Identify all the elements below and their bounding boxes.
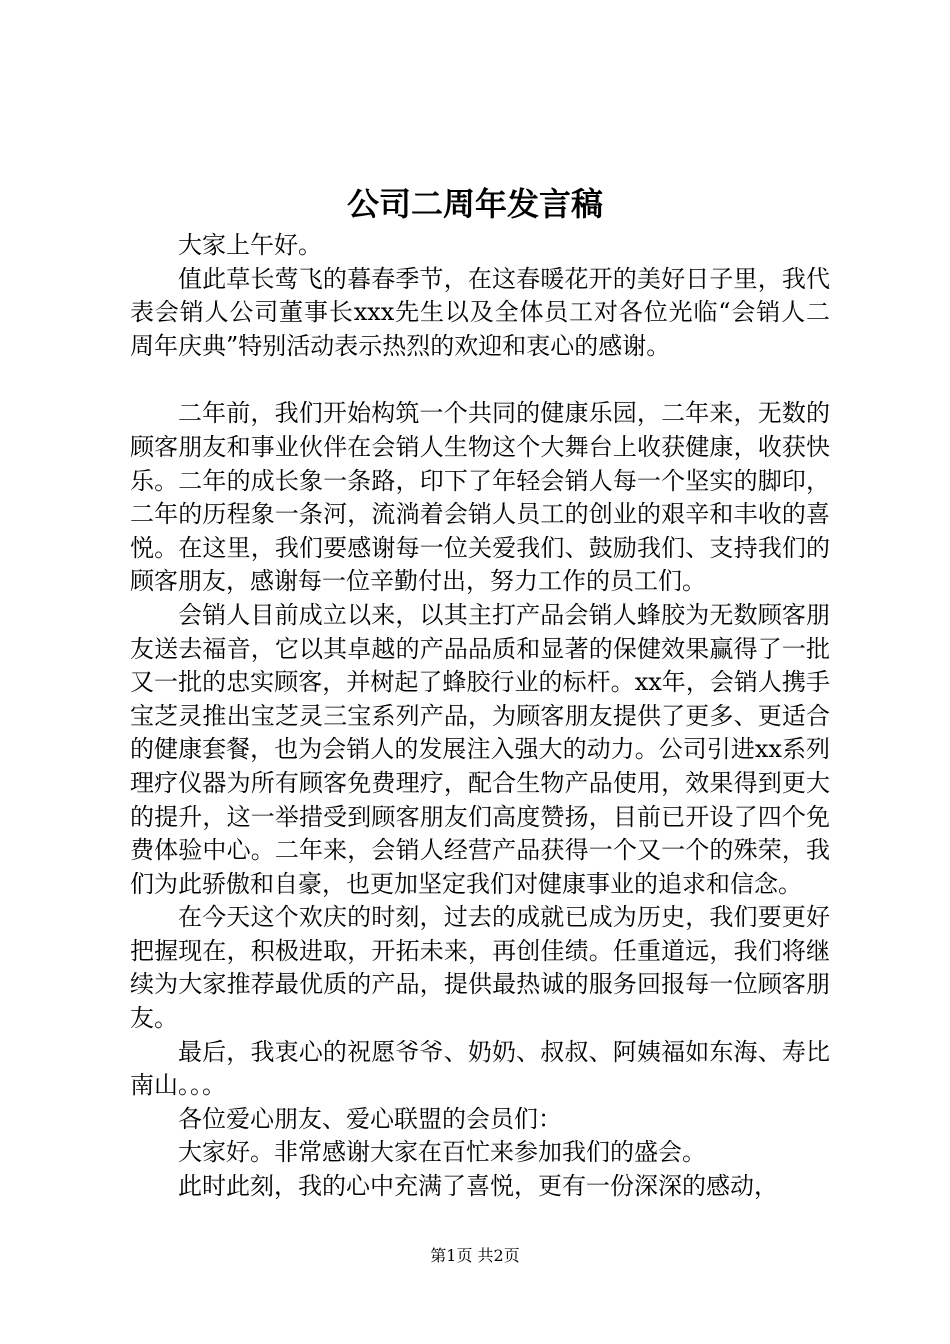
paragraph-address: 各位爱心朋友、爱心联盟的会员们：	[178, 1104, 562, 1133]
paragraph-emotion: 此时此刻，我的心中充满了喜悦，更有一份深深的感动，	[178, 1172, 778, 1201]
paragraph-welcome: 值此草长莺飞的暮春季节，在这春暖花开的美好日子里，我代表会销人公司董事长xxx先生以及全体员工对各位光临“会销人二周年庆典”特别活动表示热烈的欢迎和衷心的感谢。	[130, 264, 830, 360]
paragraph-future: 在今天这个欢庆的时刻，过去的成就已成为历史，我们要更好把握现在，积极进取，开拓未来，再创佳绩。任重道远，我们将继续为大家推荐最优质的产品，提供最热诚的服务回报每一位顾客朋友。	[130, 903, 830, 1033]
document-body	[130, 229, 830, 1204]
document-title: 公司二周年发言稿	[346, 185, 603, 223]
paragraph-thanks: 大家好。非常感谢大家在百忙来参加我们的盛会。	[178, 1138, 706, 1167]
paragraph-history: 二年前，我们开始构筑一个共同的健康乐园，二年来，无数的顾客朋友和事业伙伴在会销人生物这个大舞台上收获健康，收获快乐。二年的成长象一条路，印下了年轻会销人每一个坚实的脚印，二年的历程象一条河，流淌着会销人员工的创业的艰辛和丰收的喜悦。在这里，我们要感谢每一位关爱我们、鼓励我们、支持我们的顾客朋友，感谢每一位辛勤付出，努力工作的员工们。	[130, 399, 830, 596]
page-footer: 第1页 共2页	[430, 1246, 520, 1265]
paragraph-wishes: 最后，我衷心的祝愿爷爷、奶奶、叔叔、阿姨福如东海、寿比南山。。。	[130, 1037, 830, 1100]
paragraph-greeting: 大家上午好。	[178, 231, 322, 259]
paragraph-achievements: 会销人目前成立以来，以其主打产品会销人蜂胶为无数顾客朋友送去福音，它以其卓越的产品品质和显著的保健效果赢得了一批又一批的忠实顾客，并树起了蜂胶行业的标杆。xx年，会销人携手宝芝灵推出宝芝灵三宝系列产品，为顾客朋友提供了更多、更适合的健康套餐，也为会销人的发展注入强大的动力。公司引进xx系列理疗仪器为所有顾客免费理疗，配合生物产品使用，效果得到更大的提升，这一举措受到顾客朋友们高度赞扬，目前已开设了四个免费体验中心。二年来，会销人经营产品获得一个又一个的殊荣，我们为此骄傲和自豪，也更加坚定我们对健康事业的追求和信念。	[130, 600, 830, 898]
